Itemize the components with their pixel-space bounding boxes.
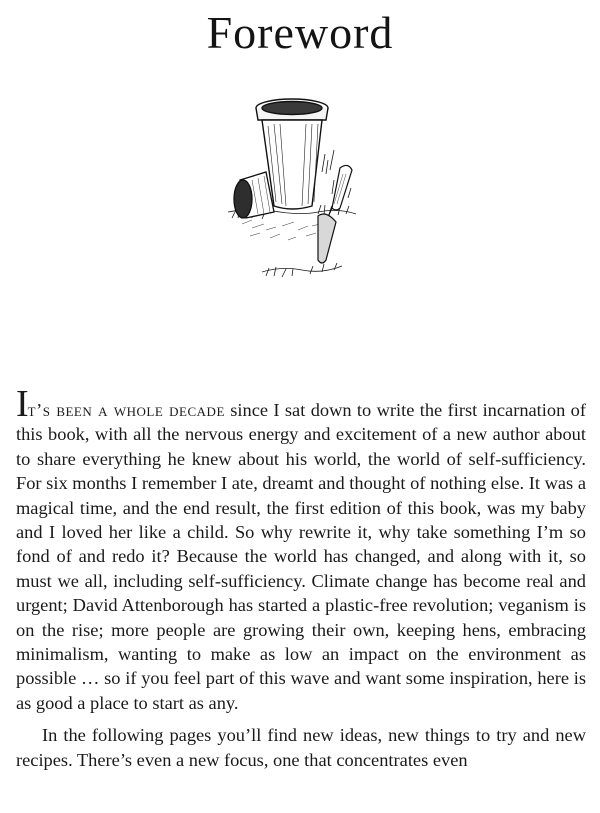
foreword-text [16, 383, 586, 772]
paragraph-1-text: since I sat down to write the first incarnation of this book, with all the nervous energy and excitement of a new author about to share everything he knew about his world, the world of self-sufficiency. For six months I remember I ate, dreamt and thought of nothing else. It was a magical time, and the end result, the first edition of this book, was my baby and I loved her like a child. So why rewrite it, why take something I’m so fond of and redo it? Because the world has changed, and along with it, so must we all, including self-sufficiency. Climate change has become real and urgent; David Attenborough has started a plastic-free revolution; veganism is on the rise; more people are growing their own, keeping hens, embracing minimalism, wanting to make as low an impact on the environment as possible … so if you feel part of this wave and want some inspiration, here is as good a place to start as any. [16, 400, 586, 713]
paragraph-2: In the following pages you’ll find new ideas, new things to try and new recipes. There’s even a new focus, one that concentrates even [16, 725, 586, 770]
drop-cap: I [16, 383, 29, 425]
opening-smallcaps: t’s been a whole decade [27, 400, 225, 420]
garden-pots-and-trowel-illustration-icon [222, 94, 362, 280]
page-title: Foreword [206, 7, 394, 58]
paragraph-1 [16, 383, 586, 715]
